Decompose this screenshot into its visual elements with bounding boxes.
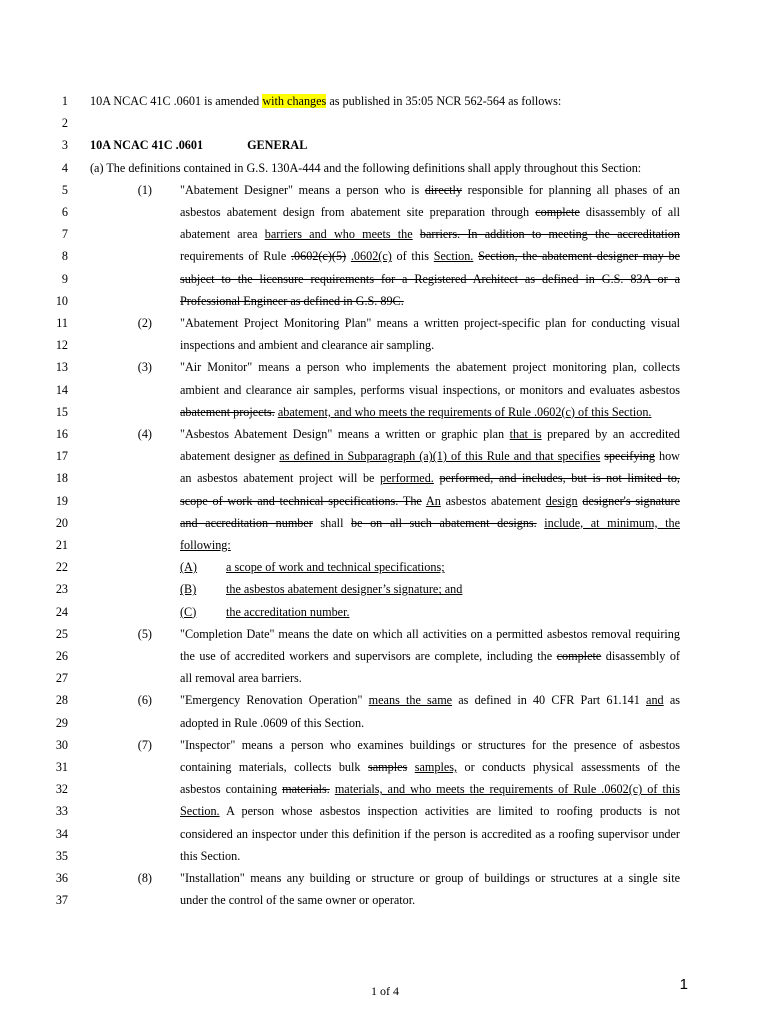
highlighted-text: with changes (262, 94, 327, 108)
deleted-text: performed, and includes, but is not limited to, (439, 471, 680, 486)
text-run (407, 760, 414, 774)
line-text (180, 868, 680, 888)
deleted-text: Section, the abatement designer may be (478, 249, 681, 264)
inserted-text: and (646, 693, 664, 708)
text-run: "Completion Date" means the date on which all activities on a permitted asbestos removal requiring (180, 626, 680, 641)
line-number: 37 (55, 893, 68, 908)
document-line (0, 291, 770, 311)
inserted-text: the asbestos abatement designer’s signature; and (226, 582, 463, 597)
inserted-text: Section. (180, 804, 220, 819)
inserted-text: barriers and who meets the (264, 227, 413, 242)
line-text (180, 713, 680, 733)
line-number: 9 (61, 271, 68, 286)
deleted-text: subject to the licensure requirements for a Registered Architect as defined in G.S. 83A or a (180, 271, 680, 286)
definition-number: (1) (137, 182, 152, 197)
text-run: an asbestos abatement project will be (180, 471, 381, 486)
line-number: 5 (61, 182, 68, 197)
page-number: 1 (679, 976, 688, 993)
text-run: the use of accredited workers and supervisors are complete, including the (180, 649, 557, 663)
line-number: 30 (55, 737, 68, 752)
deleted-text: be on all such abatement designs. (351, 515, 537, 530)
line-number: 13 (55, 360, 68, 375)
text-run: disassembly of (601, 649, 680, 663)
line-number: 21 (55, 538, 68, 552)
inserted-text: that is (509, 427, 542, 441)
inserted-text: include, at minimum, the (544, 515, 680, 530)
line-text (180, 468, 680, 488)
inserted-text: means the same (368, 693, 453, 708)
line-text (180, 335, 680, 355)
document-line (0, 535, 770, 555)
deleted-text: Professional Engineer as defined in G.S. 89C. (180, 293, 404, 308)
page-footer: 1 of 4 (371, 984, 399, 998)
line-text (180, 801, 680, 821)
document-line (0, 757, 770, 777)
line-number: 7 (61, 227, 68, 242)
line-number: 32 (55, 782, 68, 797)
document-line (0, 779, 770, 799)
document-line (0, 269, 770, 289)
text-run: all removal area barriers. (180, 671, 302, 686)
line-text (180, 779, 680, 799)
text-run: "Inspector" means a person who examines buildings or structures for the presence of asbestos (180, 737, 680, 752)
line-text (180, 846, 680, 866)
document-line (0, 668, 770, 688)
line-number: 12 (55, 338, 68, 353)
line-number: 23 (55, 582, 68, 597)
text-run: "Air Monitor" means a person who implements the abatement project monitoring plan, collects (180, 360, 680, 375)
line-number: 1 (61, 94, 68, 108)
definition-number: (4) (137, 427, 152, 441)
document-line (0, 868, 770, 888)
line-number: 36 (55, 871, 68, 885)
text-run: asbestos containing (180, 782, 283, 797)
definition-number: (3) (137, 360, 152, 375)
document-line (0, 846, 770, 866)
line-number: 19 (55, 493, 68, 508)
text-run: abatement area (180, 227, 265, 242)
line-text (180, 668, 680, 688)
line-text (180, 446, 680, 466)
line-text (180, 313, 680, 333)
rule-title: GENERAL (247, 138, 308, 153)
document-line (0, 513, 770, 533)
inserted-text: a scope of work and technical specifications; (226, 560, 445, 575)
document-line (0, 624, 770, 644)
inserted-text: design (545, 493, 578, 508)
document-line (0, 579, 770, 599)
text-run: (a) The definitions contained in G.S. 130A-444 and the following definitions shall apply throughout this Section: (90, 160, 642, 175)
line-number: 3 (61, 138, 68, 153)
line-text (180, 646, 680, 666)
document-line (0, 824, 770, 844)
line-text (180, 735, 680, 755)
inserted-text: samples, (414, 760, 458, 774)
line-text (180, 690, 680, 710)
line-text (180, 757, 680, 777)
line-text (180, 402, 680, 422)
line-text (90, 91, 680, 111)
definition-number: (7) (137, 737, 152, 752)
inserted-text: materials, and who meets the requirements of Rule .0602(c) of this (334, 782, 681, 797)
text-run: containing materials, collects bulk (180, 760, 368, 774)
rule-citation: 10A NCAC 41C .0601 (90, 138, 204, 153)
text-run: prepared by an accredited (541, 427, 680, 441)
text-run: of this (391, 249, 434, 264)
text-run: asbestos abatement (440, 493, 546, 508)
text-run (413, 227, 420, 241)
line-text (180, 380, 680, 400)
line-number: 16 (55, 427, 68, 441)
subitem-label: (B) (180, 582, 197, 597)
text-run: as defined in 40 CFR Part 61.141 (452, 693, 647, 708)
line-text (180, 202, 680, 222)
line-text (180, 890, 680, 910)
line-text (180, 224, 680, 244)
inserted-text: Section. (433, 249, 474, 264)
definition-number: (8) (137, 871, 152, 885)
deleted-text: complete (535, 205, 580, 219)
inserted-text: performed. (380, 471, 434, 486)
document-line (0, 646, 770, 666)
deleted-text: scope of work and technical specifications. The (180, 493, 422, 508)
document-line (0, 491, 770, 511)
document-line (0, 402, 770, 422)
document-line (0, 113, 770, 133)
text-run: shall (312, 515, 352, 530)
inserted-text: following: (180, 538, 231, 552)
line-text (180, 491, 680, 511)
line-number: 29 (55, 715, 68, 730)
line-text (180, 269, 680, 289)
deleted-text: abatement projects. (180, 404, 275, 419)
document-line (0, 246, 770, 266)
deleted-text: designer's signature (582, 493, 681, 508)
text-run: as (663, 693, 680, 708)
line-number: 18 (55, 471, 68, 486)
document-line (0, 180, 770, 200)
text-run: asbestos abatement design from abatement site preparation through (180, 205, 536, 219)
line-text (180, 513, 680, 533)
document-line (0, 446, 770, 466)
document-line (0, 91, 770, 111)
text-run: this Section. (180, 848, 241, 863)
line-text (180, 557, 680, 577)
deleted-text: directly (424, 182, 463, 197)
line-text (180, 180, 680, 200)
line-number: 15 (55, 404, 68, 419)
line-text (180, 424, 680, 444)
text-run: "Abatement Designer" means a person who is (180, 182, 425, 197)
line-number: 17 (55, 449, 68, 464)
rule-heading (90, 135, 680, 155)
text-run: 10A NCAC 41C .0601 is amended (90, 94, 263, 108)
inserted-text: abatement, and who meets the requirements of Rule .0602(c) of this Section. (277, 404, 652, 419)
line-text (180, 291, 680, 311)
text-run: how (655, 449, 680, 464)
document-line (0, 357, 770, 377)
text-run: "Asbestos Abatement Design" means a written or graphic plan (180, 427, 510, 441)
text-run: considered an inspector under this definition if the person is accredited as a roofing supervisor under (180, 826, 680, 841)
line-number: 8 (61, 249, 68, 264)
document-line (0, 380, 770, 400)
document-line (0, 335, 770, 355)
text-run: A person whose asbestos inspection activities are limited to roofing products is not (219, 804, 680, 819)
document-line (0, 468, 770, 488)
line-text (180, 579, 680, 599)
line-number: 35 (55, 848, 68, 863)
document-line (0, 557, 770, 577)
line-text (90, 158, 680, 178)
line-number: 27 (55, 671, 68, 686)
document-line (0, 690, 770, 710)
line-number: 24 (55, 604, 68, 619)
line-number: 14 (55, 382, 68, 397)
line-number: 2 (61, 116, 68, 131)
text-run: requirements of Rule (180, 249, 291, 264)
line-text (180, 624, 680, 644)
deleted-text: and accreditation number (180, 515, 313, 530)
document-line (0, 424, 770, 444)
text-run: adopted in Rule .0609 of this Section. (180, 715, 365, 730)
line-number: 11 (56, 316, 68, 330)
line-number: 22 (55, 560, 68, 575)
text-run: abatement designer (180, 449, 280, 464)
text-run: as published in 35:05 NCR 562-564 as follows: (326, 94, 562, 108)
text-run: disassembly of all (579, 205, 680, 219)
text-run: "Installation" means any building or structure or group of buildings or structures at a single site (180, 871, 680, 885)
line-number: 28 (55, 693, 68, 708)
document-line (0, 313, 770, 333)
document-line (0, 735, 770, 755)
definition-number: (2) (137, 316, 152, 330)
line-text (180, 246, 680, 266)
deleted-text: specifying (604, 449, 655, 464)
line-number: 20 (55, 515, 68, 530)
line-text (180, 824, 680, 844)
line-number: 33 (55, 804, 68, 819)
document-line (0, 202, 770, 222)
text-run: ambient and clearance air samples, performs visual inspections, or monitors and evaluates asbestos (180, 382, 680, 397)
deleted-text: complete (556, 649, 602, 663)
document-line (0, 158, 770, 178)
text-run: inspections and ambient and clearance air sampling. (180, 338, 435, 353)
line-number: 26 (55, 649, 68, 663)
text-run: "Abatement Project Monitoring Plan" means a written project-specific plan for conducting visual (180, 316, 680, 330)
line-number: 10 (55, 293, 68, 308)
line-number: 4 (61, 160, 68, 175)
line-text (180, 535, 680, 555)
definition-number: (5) (137, 626, 152, 641)
document-line (0, 224, 770, 244)
deleted-text: samples (367, 760, 408, 774)
definition-number: (6) (137, 693, 152, 708)
inserted-text: An (425, 493, 441, 508)
line-text (180, 602, 680, 622)
inserted-text: the accreditation number. (226, 604, 350, 619)
line-text (180, 357, 680, 377)
line-number: 34 (55, 826, 68, 841)
text-run: "Emergency Renovation Operation" (180, 693, 369, 708)
inserted-text: as defined in Subparagraph (a)(1) of this Rule and that specifies (279, 449, 601, 464)
deleted-text: .0602(c)(5) (290, 249, 347, 264)
line-number: 6 (61, 205, 68, 219)
deleted-text: barriers. In addition to meeting the accreditation (419, 227, 680, 242)
document-line (0, 602, 770, 622)
text-run: under the control of the same owner or operator. (180, 893, 416, 908)
document-line (0, 801, 770, 821)
line-number: 25 (55, 626, 68, 641)
document-line (0, 713, 770, 733)
subitem-label: (A) (180, 560, 197, 575)
text-run: or conducts physical assessments of the (457, 760, 680, 774)
text-run: responsible for planning all phases of an (462, 182, 680, 197)
deleted-text: materials. (282, 782, 330, 797)
subitem-label: (C) (180, 604, 197, 619)
line-number: 31 (55, 760, 68, 774)
document-line (0, 890, 770, 910)
inserted-text: .0602(c) (350, 249, 392, 264)
document-line (0, 135, 770, 155)
